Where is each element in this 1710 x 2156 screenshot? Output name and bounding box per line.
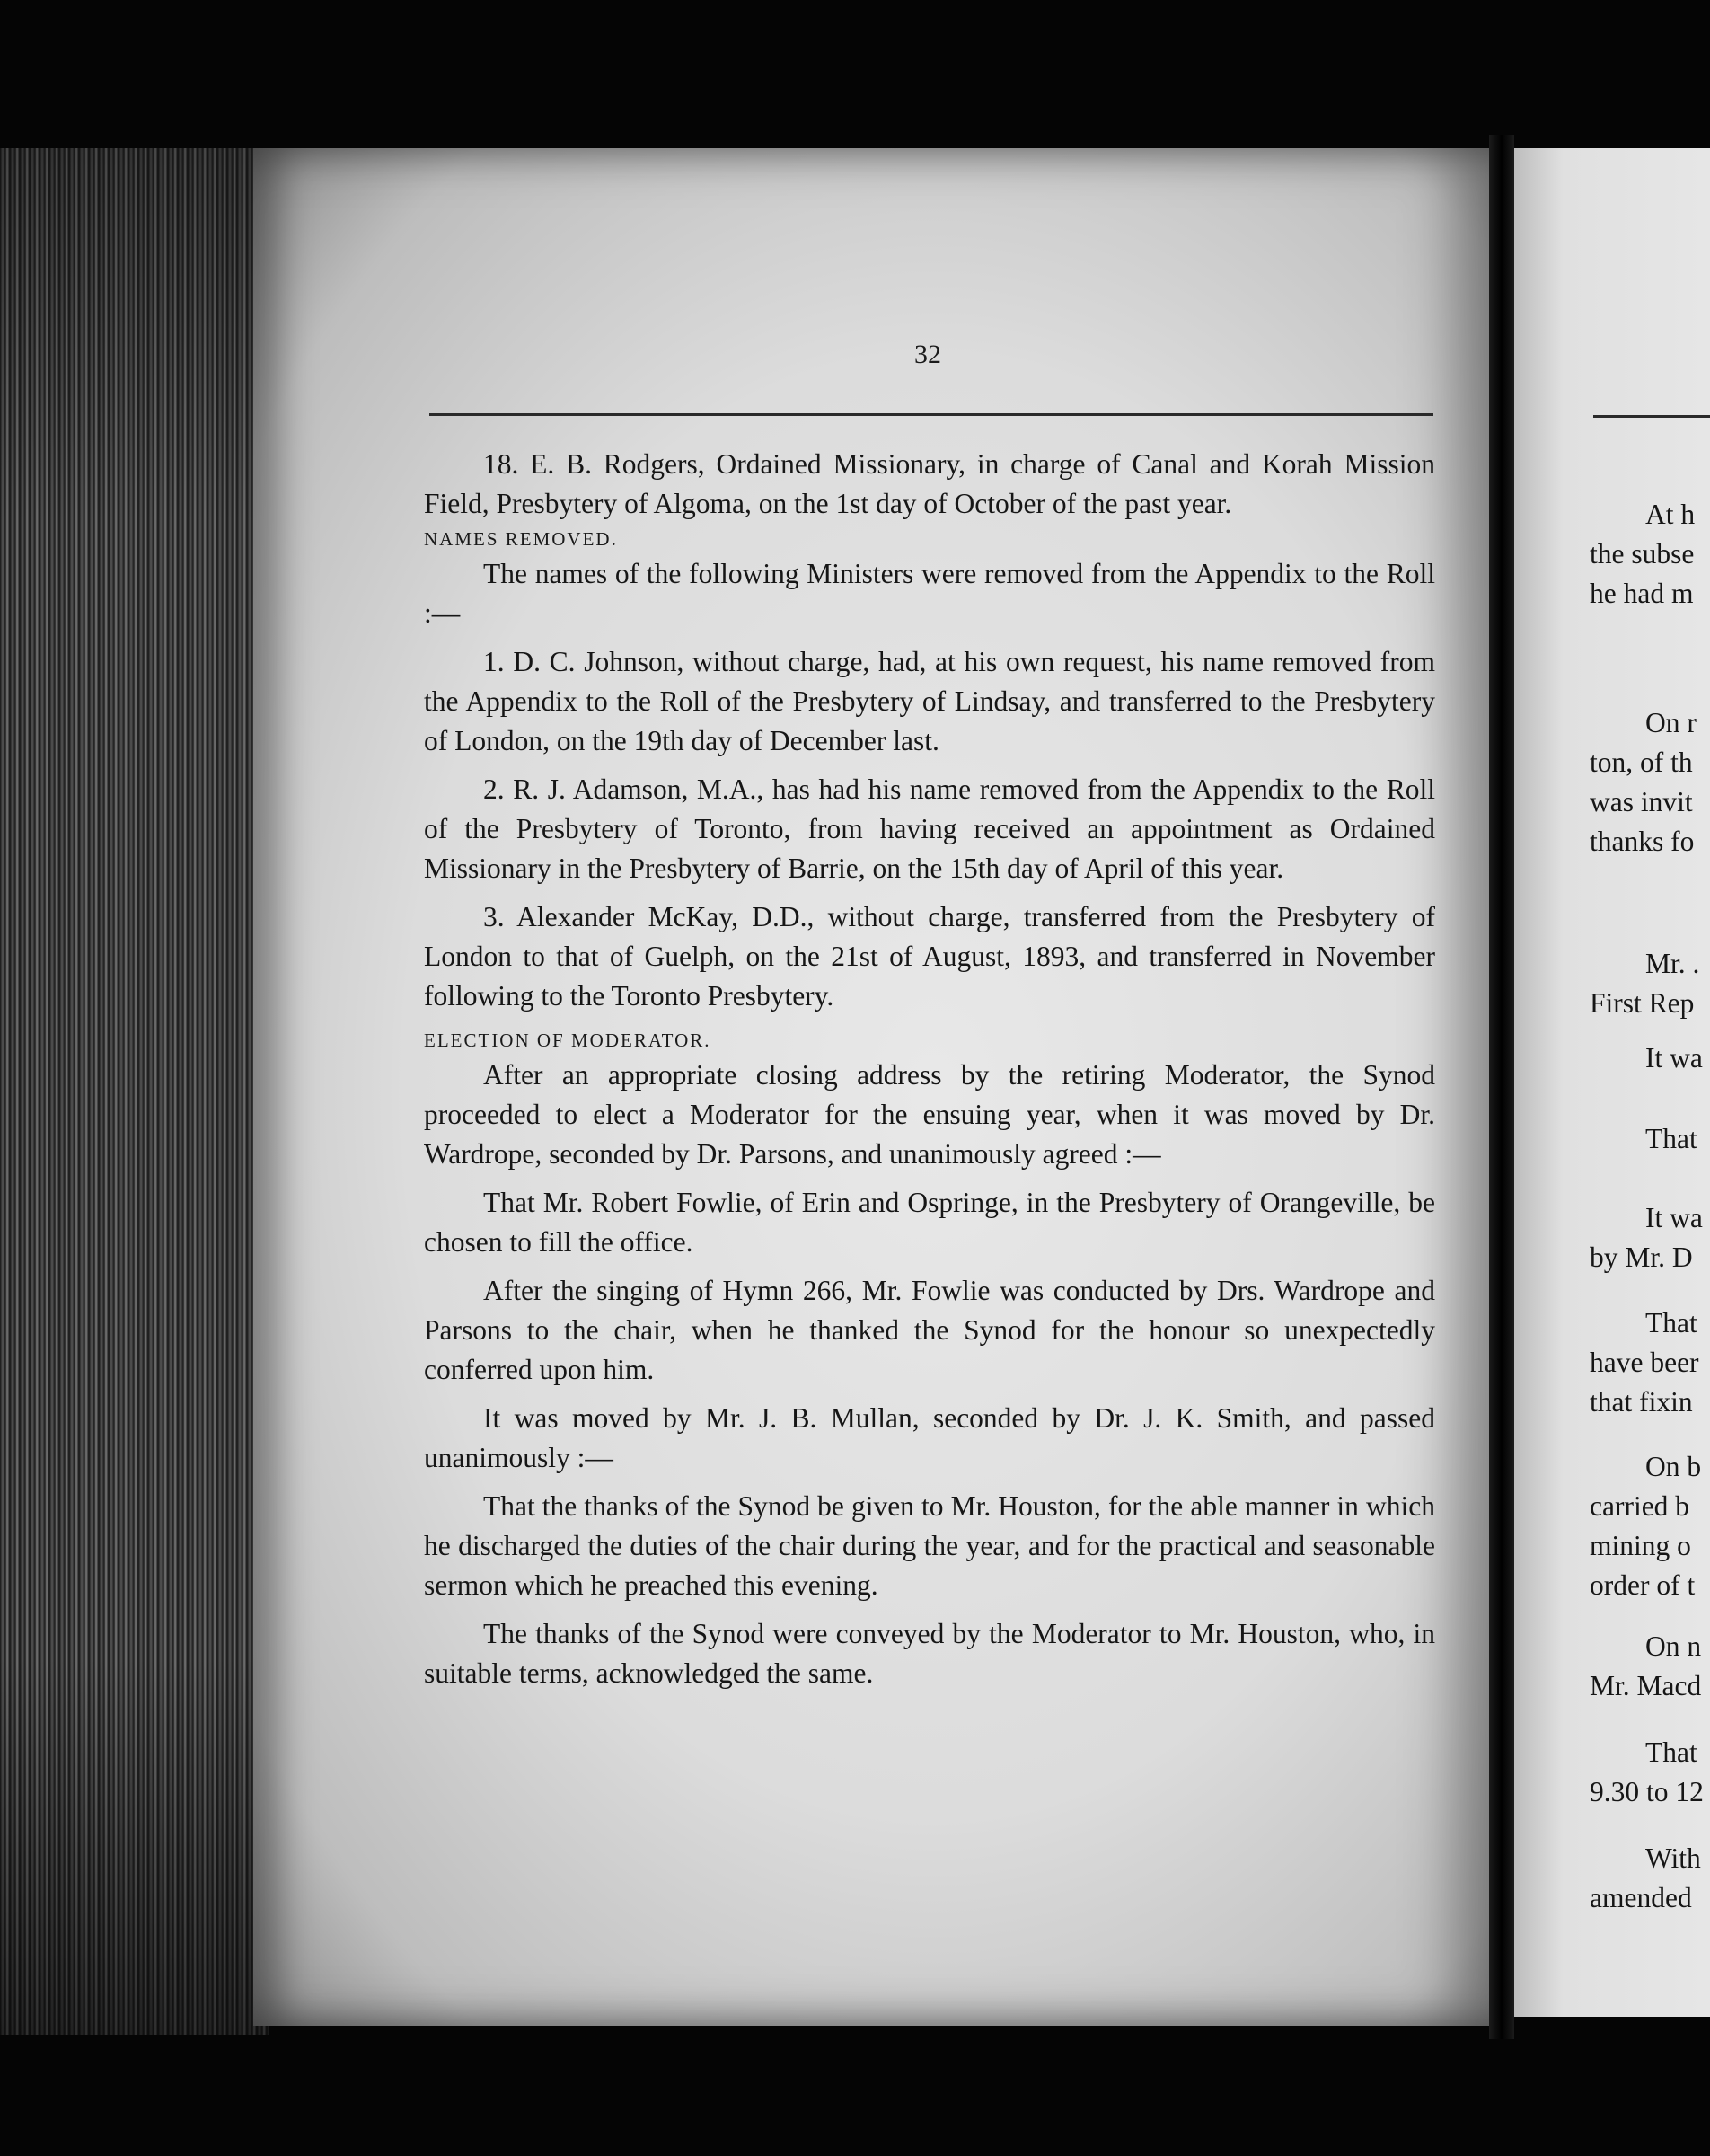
paragraph-adamson: 2. R. J. Adamson, M.A., has had his name removed from the Appendix to the Roll of the Presbytery of Toronto, from having received an appointment as Ordained Missionary in the Presbytery of Barrie, on the 15th day of April of this year. [424, 773, 1435, 884]
facing-line: the subse [1590, 538, 1695, 570]
facing-line: First Rep [1590, 987, 1695, 1019]
book-gutter [1489, 135, 1514, 2039]
facing-line: amended [1590, 1882, 1692, 1913]
facing-line: thanks fo [1590, 826, 1695, 857]
facing-line: At h [1645, 499, 1696, 530]
facing-line: was invit [1590, 786, 1693, 817]
paragraph-moved-mullan: It was moved by Mr. J. B. Mullan, seconded by Dr. J. K. Smith, and passed unanimously :— [424, 1402, 1435, 1473]
page-number: 32 [914, 340, 941, 369]
facing-line: have beer [1590, 1347, 1699, 1378]
facing-line: mining o [1590, 1530, 1691, 1561]
facing-line: On r [1645, 707, 1697, 738]
facing-line: That [1645, 1307, 1697, 1339]
facing-line: On n [1645, 1630, 1702, 1662]
paragraph-rodgers: 18. E. B. Rodgers, Ordained Missionary, in charge of Canal and Korah Mission Field, Presbytery of Algoma, on the 1st day of October of the past year. [424, 448, 1435, 519]
header-rule [429, 413, 1433, 416]
paragraph-thanks-houston: That the thanks of the Synod be given to Mr. Houston, for the able manner in which he discharged the duties of the chair during the year, and for the practical and seasonable sermon which he preached this evening. [424, 1490, 1435, 1601]
book-page-edges [0, 148, 269, 2035]
facing-line: With [1645, 1842, 1701, 1874]
facing-page [1514, 148, 1710, 2017]
facing-line: that fixin [1590, 1386, 1693, 1418]
paragraph-johnson: 1. D. C. Johnson, without charge, had, at his own request, his name removed from the Appendix to the Roll of the Presbytery of Lindsay, and transferred to the Presbytery of London, on the 19th day of December last. [424, 646, 1435, 756]
facing-line: by Mr. D [1590, 1241, 1693, 1273]
facing-line: ton, of th [1590, 747, 1693, 778]
facing-line: That [1645, 1123, 1697, 1154]
paragraph-election: After an appropriate closing address by the retiring Moderator, the Synod proceeded to elect a Moderator for the ensuing year, when it was moved by Dr. Wardrope, seconded by Dr. Parsons, and unanimously agreed :— [424, 1059, 1435, 1170]
facing-line: carried b [1590, 1490, 1690, 1522]
paragraph-hymn: After the singing of Hymn 266, Mr. Fowlie was conducted by Drs. Wardrope and Parsons to the chair, when he thanked the Synod for the honour so unexpectedly conferred upon him. [424, 1275, 1435, 1385]
paragraph-mckay: 3. Alexander McKay, D.D., without charge, transferred from the Presbytery of London to that of Guelph, on the 21st of August, 1893, and transferred in November following to the Toronto Presbytery. [424, 901, 1435, 1012]
facing-line: order of t [1590, 1569, 1696, 1601]
facing-line: It wa [1645, 1042, 1703, 1074]
paragraph-fowlie-chosen: That Mr. Robert Fowlie, of Erin and Ospringe, in the Presbytery of Orangeville, be chosen to fill the office. [424, 1187, 1435, 1258]
page-text [424, 445, 1435, 1693]
facing-line: he had m [1590, 578, 1694, 609]
facing-line: Mr. Macd [1590, 1670, 1702, 1701]
facing-line: On b [1645, 1451, 1702, 1482]
paragraph-names-intro: The names of the following Ministers were removed from the Appendix to the Roll :— [424, 558, 1435, 629]
paragraph-thanks-conveyed: The thanks of the Synod were conveyed by the Moderator to Mr. Houston, who, in suitable terms, acknowledged the same. [424, 1618, 1435, 1689]
facing-line: It wa [1645, 1202, 1703, 1233]
facing-line: 9.30 to 12 [1590, 1776, 1704, 1807]
facing-header-rule [1593, 415, 1710, 418]
heading-election-of-moderator: ELECTION OF MODERATOR. [424, 1029, 711, 1051]
heading-names-removed: NAMES REMOVED. [424, 528, 618, 550]
facing-line: That [1645, 1736, 1697, 1768]
facing-line: Mr. . [1645, 948, 1700, 979]
